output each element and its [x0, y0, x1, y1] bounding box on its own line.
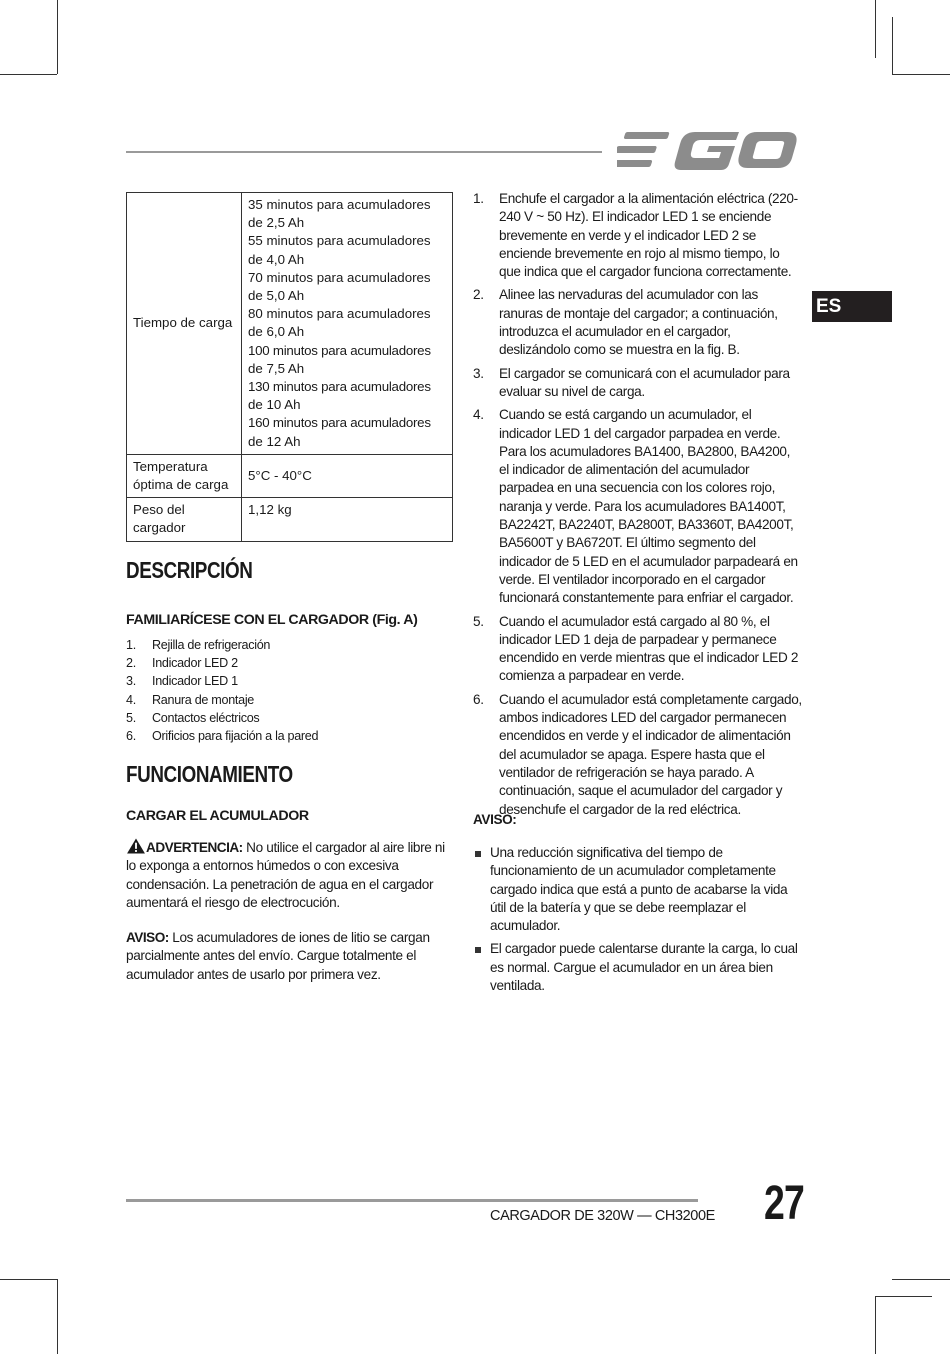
table-row — [127, 454, 453, 497]
warning-text: No utilice el cargador al aire libre ni lo exponga a entornos húmedos o con excesiva condensación. La penetración de agua en el cargador aumentará el riesgo de electrocución. — [126, 840, 445, 910]
header-rule — [126, 151, 602, 153]
crop-mark — [875, 0, 876, 58]
notice-paragraph — [126, 929, 446, 984]
table-cell-label: Tiempo de carga — [127, 193, 242, 455]
crop-mark — [0, 1279, 57, 1280]
section-heading-descripcion: DESCRIPCIÓN — [126, 557, 253, 583]
list-item: 5. Contactos eléctricos — [126, 710, 260, 725]
list-item: 6. Cuando el acumulador está completamente cargado, ambos indicadores LED del cargador permanecen encendidos en verde y el indicador de alimentación del acumulador se apaga. Espere hasta que el ventilador de refrigeración se haya parado. A continuación, saque el acumulador del cargador y desenchufe el cargador de la red eléctrica. — [473, 691, 802, 817]
warning-triangle-icon — [126, 838, 146, 854]
list-item: 2. Alinee las nervaduras del acumulador con las ranuras de montaje del cargador; a continuación, introduzca el acumulador en el cargador, deslizándolo como se muestra en la fig. B. — [473, 287, 778, 358]
list-item: El cargador puede calentarse durante la carga, lo cual es normal. Cargue el acumulador en un área bien ventilada. — [473, 940, 803, 995]
subheading-familiaricese: FAMILIARÍCESE CON EL CARGADOR (Fig. A) — [126, 612, 418, 628]
table-cell-label: Temperatura óptima de carga — [127, 454, 242, 497]
language-tab: ES — [812, 291, 892, 322]
aviso-heading: AVISO: — [473, 812, 517, 827]
warning-paragraph — [126, 838, 446, 912]
ego-logo — [617, 128, 801, 172]
list-item: 1. Rejilla de refrigeración — [126, 638, 271, 652]
list-item: 6. Orificios para fijación a la pared — [126, 729, 319, 744]
table-cell-value: 5°C - 40°C — [242, 454, 453, 497]
crop-mark — [892, 17, 893, 74]
table-row — [127, 498, 453, 541]
table-row — [127, 193, 453, 455]
list-item: 4. Ranura de montaje — [126, 692, 255, 707]
list-item: 5. Cuando el acumulador está cargado al 80 %, el indicador LED 1 deja de parpadear y permanece encendido en verde mientras que el indicador LED 2 comienza a parpadear en verde. — [473, 613, 799, 684]
charging-steps-list — [473, 190, 803, 824]
table-cell-value: 35 minutos para acumuladores de 2,5 Ah 55 minutos para acumuladores de 4,0 Ah 70 minutos para acumuladores de 5,0 Ah 80 minutos para acumuladores de 6,0 Ah 100 minutos para acumuladores de 7,5 Ah 130 minutos para acumuladores de 10 Ah 160 minutos para acumuladores de 12 Ah — [242, 193, 453, 455]
spec-table — [126, 192, 453, 542]
parts-list — [126, 636, 446, 745]
page-number: 27 — [764, 1177, 805, 1230]
list-item: 4. Cuando se está cargando un acumulador, el indicador LED 1 del cargador parpadea en verde. Para los acumuladores BA1400, BA2800, BA4200, el indicador de alimentación del acumulador parpadea en una secuencia con los colores rojo, naranja y verde. Para los acumuladores BA1400T, BA2242T, BA2240T, BA2800T, BA3360T, BA4200T, BA5600T y BA6720T. El último segmento del indicador de 5 LED en el acumulador parpadeará en verde. El ventilador incorporado en el cargador funcionará constantemente para enfriar el cargador. — [473, 407, 798, 606]
footer-title: CARGADOR DE 320W — CH3200E — [490, 1208, 715, 1224]
list-item: 3. Indicador LED 1 — [126, 674, 238, 689]
crop-mark — [875, 1296, 876, 1354]
subheading-cargar: CARGAR EL ACUMULADOR — [126, 808, 309, 824]
list-item: 1. Enchufe el cargador a la alimentación eléctrica (220-240 V ~ 50 Hz). El indicador LED 1 se enciende brevemente en verde y el indicador LED 2 se enciende brevemente en rojo al mismo tiempo, lo que indica que el cargador funciona correctamente. — [473, 191, 798, 280]
table-cell-label: Peso del cargador — [127, 498, 242, 541]
list-item: 3. El cargador se comunicará con el acumulador para evaluar su nivel de carga. — [473, 365, 790, 399]
footer-rule — [126, 1199, 698, 1202]
crop-mark — [892, 74, 950, 75]
notice-text: Los acumuladores de iones de litio se cargan parcialmente antes del envío. Cargue totalmente el acumulador antes de usarlo por primera vez. — [126, 930, 430, 982]
list-item: Una reducción significativa del tiempo de funcionamiento de un acumulador completamente cargado indica que está a punto de acabarse la vida útil de la batería y que se debe reemplazar el acumulador. — [473, 844, 803, 935]
crop-mark — [875, 1296, 932, 1297]
section-heading-funcionamiento: FUNCIONAMIENTO — [126, 761, 293, 787]
warning-label: ADVERTENCIA: — [146, 840, 243, 855]
aviso-bullets — [473, 844, 803, 1000]
crop-mark — [0, 74, 57, 75]
notice-label: AVISO: — [126, 930, 169, 945]
crop-mark — [57, 0, 58, 74]
crop-mark — [892, 1279, 950, 1280]
table-cell-value: 1,12 kg — [242, 498, 453, 541]
list-item: 2. Indicador LED 2 — [126, 656, 238, 671]
crop-mark — [57, 1279, 58, 1354]
